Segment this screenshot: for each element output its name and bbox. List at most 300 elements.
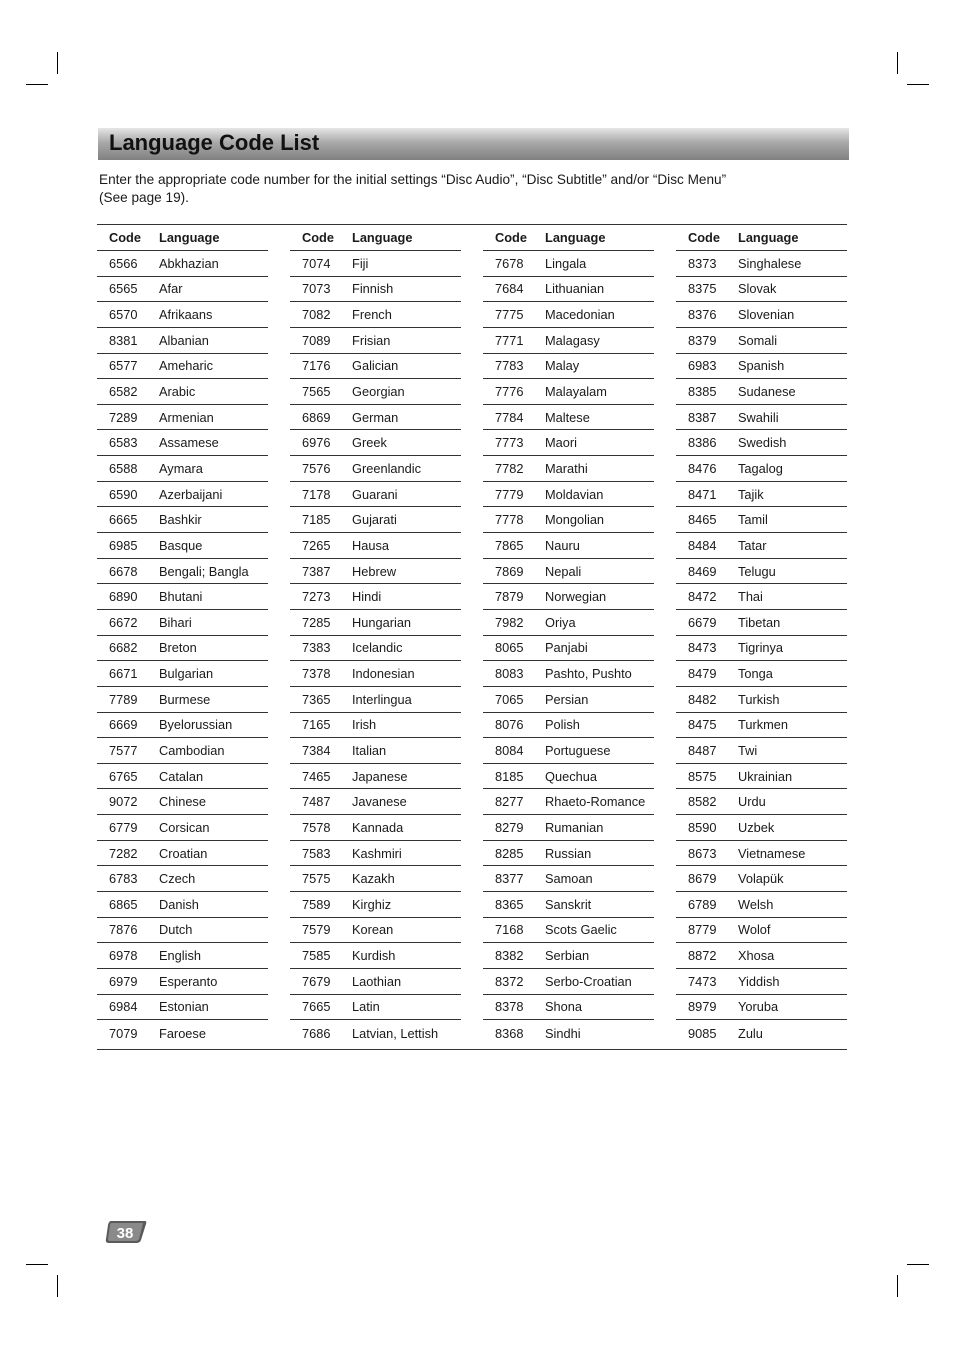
language-name: Hindi xyxy=(352,589,382,605)
crop-mark xyxy=(897,1275,898,1297)
language-code: 7165 xyxy=(302,717,331,733)
language-code: 8381 xyxy=(109,332,138,348)
language-name: Bulgarian xyxy=(159,666,214,682)
crop-mark xyxy=(57,52,58,74)
table-row xyxy=(97,764,268,790)
language-code: 7178 xyxy=(302,486,331,502)
table-row xyxy=(483,302,654,328)
language-name: Marathi xyxy=(545,460,588,476)
table-row xyxy=(97,1020,268,1046)
language-code: 8378 xyxy=(495,999,524,1015)
language-code: 8065 xyxy=(495,640,524,656)
intro-line-2: (See page 19). xyxy=(99,190,189,205)
language-code: 7684 xyxy=(495,281,524,297)
table-row xyxy=(483,405,654,431)
language-code: 8076 xyxy=(495,717,524,733)
language-name: Swedish xyxy=(738,435,787,451)
table-row xyxy=(676,328,847,354)
table-row xyxy=(290,610,461,636)
language-name: Persian xyxy=(545,691,589,707)
table-row xyxy=(97,918,268,944)
language-name: Korean xyxy=(352,922,394,938)
language-code: 7487 xyxy=(302,794,331,810)
table-row xyxy=(676,995,847,1021)
language-code: 7771 xyxy=(495,332,524,348)
table-row xyxy=(290,969,461,995)
crop-mark xyxy=(57,1275,58,1297)
language-name: Tagalog xyxy=(738,460,783,476)
language-code: 7185 xyxy=(302,512,331,528)
language-name: Macedonian xyxy=(545,307,615,323)
language-code: 7168 xyxy=(495,922,524,938)
language-code: 8285 xyxy=(495,845,524,861)
language-header: Language xyxy=(545,230,606,245)
language-code: 8482 xyxy=(688,691,717,707)
language-code: 7365 xyxy=(302,691,331,707)
table-row xyxy=(676,251,847,277)
table-row xyxy=(97,661,268,687)
language-code: 7865 xyxy=(495,537,524,553)
language-code: 6577 xyxy=(109,358,138,374)
table-row xyxy=(97,969,268,995)
table-row xyxy=(483,559,654,585)
table-row xyxy=(676,559,847,585)
language-name: Nauru xyxy=(545,537,580,553)
table-row xyxy=(290,430,461,456)
language-code: 7679 xyxy=(302,973,331,989)
table-row xyxy=(483,866,654,892)
language-code: 8386 xyxy=(688,435,717,451)
language-name: Rhaeto-Romance xyxy=(545,794,646,810)
language-name: Lithuanian xyxy=(545,281,605,297)
table-row xyxy=(97,405,268,431)
language-code: 6582 xyxy=(109,384,138,400)
table-row xyxy=(676,687,847,713)
crop-mark xyxy=(897,52,898,74)
language-name: Twi xyxy=(738,742,758,758)
table-row xyxy=(676,918,847,944)
language-code: 8872 xyxy=(688,948,717,964)
table-row xyxy=(97,687,268,713)
language-name: Sanskrit xyxy=(545,896,592,912)
language-name: Slovenian xyxy=(738,307,795,323)
language-name: Bhutani xyxy=(159,589,203,605)
language-name: Indonesian xyxy=(352,666,415,682)
language-name: Uzbek xyxy=(738,819,775,835)
table-row xyxy=(97,713,268,739)
language-code: 7783 xyxy=(495,358,524,374)
language-name: Czech xyxy=(159,871,196,887)
table-row xyxy=(97,456,268,482)
table-row xyxy=(676,354,847,380)
table-row xyxy=(483,995,654,1021)
table-row xyxy=(483,507,654,533)
language-name: Spanish xyxy=(738,358,785,374)
language-name: Hungarian xyxy=(352,614,412,630)
language-code: 8084 xyxy=(495,742,524,758)
table-row xyxy=(97,636,268,662)
language-code: 6984 xyxy=(109,999,138,1015)
language-code: 7776 xyxy=(495,384,524,400)
page-number: 38 xyxy=(116,1225,134,1242)
table-row xyxy=(97,789,268,815)
language-name: Hausa xyxy=(352,537,389,553)
table-row xyxy=(97,379,268,405)
language-name: Azerbaijani xyxy=(159,486,223,502)
language-code: 8379 xyxy=(688,332,717,348)
language-code: 7176 xyxy=(302,358,331,374)
language-code: 7089 xyxy=(302,332,331,348)
language-name: Moldavian xyxy=(545,486,604,502)
language-name: Turkish xyxy=(738,691,780,707)
table-row xyxy=(676,713,847,739)
language-code: 6672 xyxy=(109,614,138,630)
language-code: 6678 xyxy=(109,563,138,579)
language-code: 6565 xyxy=(109,281,138,297)
table-row xyxy=(290,584,461,610)
intro-text xyxy=(99,171,839,207)
table-row xyxy=(97,610,268,636)
language-code: 6783 xyxy=(109,871,138,887)
language-code: 6590 xyxy=(109,486,138,502)
language-name: Norwegian xyxy=(545,589,607,605)
language-name: Greenlandic xyxy=(352,460,422,476)
language-name: English xyxy=(159,948,201,964)
table-row xyxy=(483,789,654,815)
language-name: Rumanian xyxy=(545,819,604,835)
language-code: 6978 xyxy=(109,948,138,964)
table-row xyxy=(676,379,847,405)
table-row xyxy=(97,430,268,456)
table-row xyxy=(290,1020,461,1046)
table-row xyxy=(676,969,847,995)
table-row xyxy=(290,713,461,739)
language-code: 6789 xyxy=(688,896,717,912)
language-name: Hebrew xyxy=(352,563,397,579)
table-row xyxy=(483,430,654,456)
language-code: 7876 xyxy=(109,922,138,938)
language-code: 7065 xyxy=(495,691,524,707)
language-code: 7074 xyxy=(302,255,331,271)
language-code: 9085 xyxy=(688,1025,717,1041)
language-name: Kashmiri xyxy=(352,845,402,861)
language-name: Finnish xyxy=(352,281,394,297)
language-code: 6865 xyxy=(109,896,138,912)
table-row xyxy=(97,328,268,354)
language-code: 8779 xyxy=(688,922,717,938)
code-header: Code xyxy=(688,230,720,245)
language-code: 6679 xyxy=(688,614,717,630)
language-name: Croatian xyxy=(159,845,208,861)
language-name: Maori xyxy=(545,435,577,451)
code-header: Code xyxy=(302,230,334,245)
language-name: Japanese xyxy=(352,768,408,784)
language-name: Tamil xyxy=(738,512,768,528)
table-row xyxy=(676,610,847,636)
table-row xyxy=(290,866,461,892)
language-code: 6765 xyxy=(109,768,138,784)
language-code: 6976 xyxy=(302,435,331,451)
table-row xyxy=(97,815,268,841)
table-row xyxy=(483,533,654,559)
language-name: Frisian xyxy=(352,332,391,348)
table-row xyxy=(290,738,461,764)
language-code: 7579 xyxy=(302,922,331,938)
table-row xyxy=(97,507,268,533)
language-name: Burmese xyxy=(159,691,211,707)
language-name: Serbo-Croatian xyxy=(545,973,632,989)
language-code: 8472 xyxy=(688,589,717,605)
language-code: 8469 xyxy=(688,563,717,579)
language-code: 8476 xyxy=(688,460,717,476)
table-row xyxy=(483,687,654,713)
language-code-table xyxy=(97,224,847,1050)
language-code: 7589 xyxy=(302,896,331,912)
crop-mark xyxy=(907,1264,929,1265)
page-title: Language Code List xyxy=(109,130,320,155)
language-code: 7583 xyxy=(302,845,331,861)
language-name: Tatar xyxy=(738,537,767,553)
language-code: 7473 xyxy=(688,973,717,989)
language-code: 6985 xyxy=(109,537,138,553)
table-column-3 xyxy=(483,225,654,1046)
language-code: 6588 xyxy=(109,460,138,476)
code-header: Code xyxy=(109,230,141,245)
table-row xyxy=(483,892,654,918)
language-name: Kirghiz xyxy=(352,896,392,912)
code-header: Code xyxy=(495,230,527,245)
language-code: 7578 xyxy=(302,819,331,835)
language-code: 7665 xyxy=(302,999,331,1015)
language-name: Samoan xyxy=(545,871,593,887)
language-code: 7384 xyxy=(302,742,331,758)
language-name: Cambodian xyxy=(159,742,225,758)
table-row xyxy=(97,533,268,559)
language-name: Assamese xyxy=(159,435,219,451)
language-code: 8277 xyxy=(495,794,524,810)
table-row xyxy=(676,507,847,533)
language-code: 7782 xyxy=(495,460,524,476)
language-name: Georgian xyxy=(352,384,405,400)
language-code: 9072 xyxy=(109,794,138,810)
language-code: 6890 xyxy=(109,589,138,605)
crop-mark xyxy=(26,84,48,85)
table-column-4 xyxy=(676,225,847,1046)
language-code: 6869 xyxy=(302,409,331,425)
language-name: Ukrainian xyxy=(738,768,793,784)
language-name: Kannada xyxy=(352,819,404,835)
language-code: 8377 xyxy=(495,871,524,887)
language-code: 7378 xyxy=(302,666,331,682)
language-name: Kurdish xyxy=(352,948,396,964)
language-name: Basque xyxy=(159,537,203,553)
language-name: Bihari xyxy=(159,614,192,630)
table-row xyxy=(97,277,268,303)
language-code: 8083 xyxy=(495,666,524,682)
language-name: Volapük xyxy=(738,871,784,887)
language-name: Sindhi xyxy=(545,1025,581,1041)
language-name: Latvian, Lettish xyxy=(352,1025,439,1041)
table-row xyxy=(676,302,847,328)
language-code: 8673 xyxy=(688,845,717,861)
language-name: Slovak xyxy=(738,281,777,297)
language-name: Serbian xyxy=(545,948,590,964)
language-name: Portuguese xyxy=(545,742,611,758)
language-code: 8385 xyxy=(688,384,717,400)
language-name: Panjabi xyxy=(545,640,588,656)
language-code: 7465 xyxy=(302,768,331,784)
language-code: 8279 xyxy=(495,819,524,835)
language-code: 7585 xyxy=(302,948,331,964)
language-code: 7686 xyxy=(302,1025,331,1041)
language-code: 8465 xyxy=(688,512,717,528)
table-row xyxy=(97,482,268,508)
language-code: 7073 xyxy=(302,281,331,297)
language-code: 7879 xyxy=(495,589,524,605)
language-code: 7778 xyxy=(495,512,524,528)
language-code: 7565 xyxy=(302,384,331,400)
table-row xyxy=(97,866,268,892)
table-row xyxy=(676,815,847,841)
language-name: Chinese xyxy=(159,794,206,810)
language-code: 6669 xyxy=(109,717,138,733)
language-code: 7383 xyxy=(302,640,331,656)
table-row xyxy=(290,687,461,713)
table-row xyxy=(97,892,268,918)
language-name: Zulu xyxy=(738,1025,763,1041)
language-name: French xyxy=(352,307,392,323)
language-name: Abkhazian xyxy=(159,255,219,271)
language-code: 7678 xyxy=(495,255,524,271)
language-name: Fiji xyxy=(352,255,369,271)
language-name: Wolof xyxy=(738,922,771,938)
table-row xyxy=(676,482,847,508)
language-name: Breton xyxy=(159,640,197,656)
language-code: 8590 xyxy=(688,819,717,835)
language-code: 7576 xyxy=(302,460,331,476)
table-row xyxy=(483,328,654,354)
language-code: 8387 xyxy=(688,409,717,425)
language-name: Laothian xyxy=(352,973,402,989)
language-name: Urdu xyxy=(738,794,766,810)
language-name: Mongolian xyxy=(545,512,605,528)
table-row xyxy=(290,533,461,559)
table-row xyxy=(676,892,847,918)
table-row xyxy=(483,918,654,944)
table-row xyxy=(483,815,654,841)
table-row xyxy=(483,482,654,508)
language-name: Ameharic xyxy=(159,358,214,374)
table-row xyxy=(483,738,654,764)
table-row xyxy=(483,610,654,636)
language-code: 7789 xyxy=(109,691,138,707)
language-code: 6979 xyxy=(109,973,138,989)
language-name: Quechua xyxy=(545,768,597,784)
crop-mark xyxy=(907,84,929,85)
language-name: Thai xyxy=(738,589,763,605)
table-row xyxy=(676,943,847,969)
language-name: Arabic xyxy=(159,384,196,400)
language-name: Xhosa xyxy=(738,948,775,964)
table-row xyxy=(483,661,654,687)
table-row xyxy=(290,789,461,815)
language-code: 7079 xyxy=(109,1025,138,1041)
table-row xyxy=(676,636,847,662)
language-code: 8679 xyxy=(688,871,717,887)
table-row xyxy=(290,559,461,585)
table-row xyxy=(97,584,268,610)
language-code: 7289 xyxy=(109,409,138,425)
table-row xyxy=(290,661,461,687)
language-code: 7265 xyxy=(302,537,331,553)
language-name: Vietnamese xyxy=(738,845,806,861)
table-row xyxy=(290,918,461,944)
language-header: Language xyxy=(738,230,799,245)
table-row xyxy=(97,251,268,277)
language-code: 7577 xyxy=(109,742,138,758)
language-name: Malayalam xyxy=(545,384,607,400)
language-name: Tajik xyxy=(738,486,764,502)
table-row xyxy=(290,995,461,1021)
table-column-2 xyxy=(290,225,461,1046)
language-name: Galician xyxy=(352,358,399,374)
table-row xyxy=(483,584,654,610)
language-name: Polish xyxy=(545,717,580,733)
language-code: 6682 xyxy=(109,640,138,656)
table-row xyxy=(290,354,461,380)
table-row xyxy=(290,379,461,405)
language-name: Irish xyxy=(352,717,377,733)
language-code: 6566 xyxy=(109,255,138,271)
language-name: Latin xyxy=(352,999,380,1015)
language-name: Somali xyxy=(738,332,778,348)
table-row xyxy=(676,405,847,431)
language-code: 8368 xyxy=(495,1025,524,1041)
language-code: 8582 xyxy=(688,794,717,810)
language-name: Yiddish xyxy=(738,973,780,989)
table-row xyxy=(483,841,654,867)
table-row xyxy=(676,1020,847,1046)
intro-line-1: Enter the appropriate code number for the initial settings “Disc Audio”, “Disc Subtitle” and/or “Disc Menu” xyxy=(99,172,727,187)
title-bar xyxy=(98,128,849,160)
language-name: Greek xyxy=(352,435,387,451)
table-row xyxy=(97,738,268,764)
language-name: Danish xyxy=(159,896,199,912)
table-header-row xyxy=(290,225,461,251)
language-name: Telugu xyxy=(738,563,776,579)
language-name: Lingala xyxy=(545,255,587,271)
language-name: Afrikaans xyxy=(159,307,213,323)
table-row xyxy=(676,456,847,482)
language-name: Corsican xyxy=(159,819,210,835)
language-code: 8376 xyxy=(688,307,717,323)
table-row xyxy=(676,533,847,559)
table-row xyxy=(290,892,461,918)
language-name: Guarani xyxy=(352,486,398,502)
language-name: Yoruba xyxy=(738,999,779,1015)
language-name: Malay xyxy=(545,358,580,374)
table-row xyxy=(290,482,461,508)
language-code: 6983 xyxy=(688,358,717,374)
language-header: Language xyxy=(159,230,220,245)
language-code: 7784 xyxy=(495,409,524,425)
language-name: Italian xyxy=(352,742,387,758)
table-row xyxy=(290,328,461,354)
table-row xyxy=(290,815,461,841)
language-code: 8473 xyxy=(688,640,717,656)
language-name: Estonian xyxy=(159,999,209,1015)
language-name: Tonga xyxy=(738,666,773,682)
